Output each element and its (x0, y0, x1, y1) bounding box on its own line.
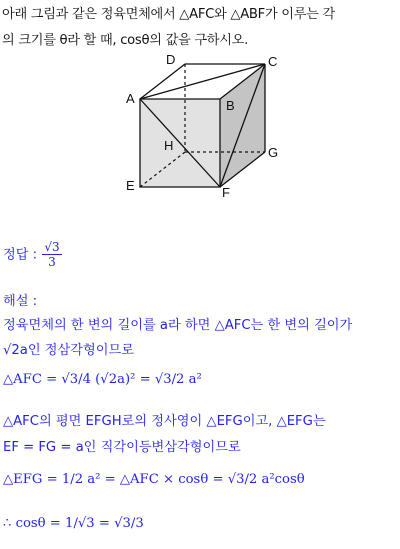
answer-numerator: √3 (44, 240, 60, 254)
answer-denominator: 3 (48, 255, 56, 269)
solution-line-5: EF = FG = a인 직각이등변삼각형이므로 (3, 440, 241, 455)
label-e: E (126, 178, 135, 193)
cube-figure (120, 52, 280, 197)
problem-line-2: 의 크기를 θ라 할 때, cosθ의 값을 구하시오. (2, 33, 249, 48)
answer-fraction (42, 240, 61, 269)
edge-ad (140, 64, 185, 99)
solution-line-3: △AFC = √3/4 (√2a)² = √3/2 a² (3, 372, 202, 387)
label-f: F (222, 185, 230, 197)
label-h: H (164, 138, 174, 153)
solution-line-4: △AFC의 평면 EFGH로의 정사영이 △EFG이고, △EFG는 (3, 414, 326, 429)
label-g: G (268, 145, 279, 160)
label-b: B (226, 98, 235, 113)
answer-row (3, 240, 63, 269)
solution-label: 해설 : (3, 294, 38, 309)
problem-line-1: 아래 그림과 같은 정육면체에서 △AFC와 △ABF가 이루는 각 (2, 7, 335, 22)
label-a: A (126, 91, 135, 106)
problem-text (2, 2, 398, 54)
solution-line-1: 정육면체의 한 변의 길이를 a라 하면 △AFC는 한 변의 길이가 (3, 318, 353, 333)
answer-label: 정답 : (3, 247, 38, 263)
label-d: D (166, 52, 176, 67)
label-c: C (268, 54, 278, 69)
solution-line-6: △EFG = 1/2 a² = △AFC × cosθ = √3/2 a²cosθ (3, 472, 305, 487)
solution-line-2: √2a인 정삼각형이므로 (3, 343, 134, 358)
solution-line-7: ∴ cosθ = 1/√3 = √3/3 (3, 516, 144, 531)
